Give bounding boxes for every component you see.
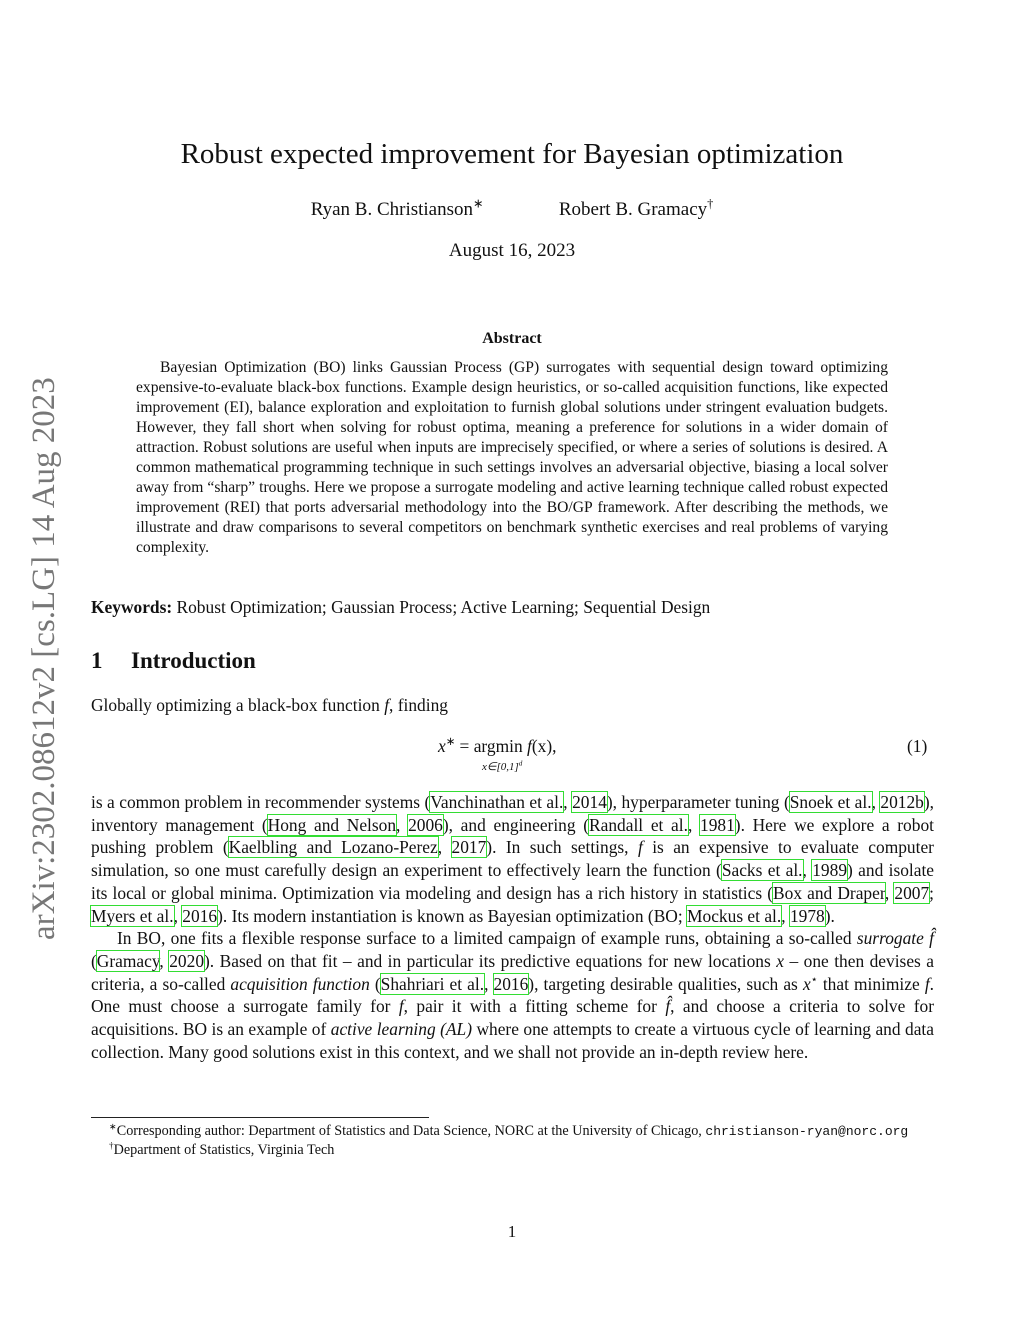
paper-title: Robust expected improvement for Bayesian optimization [180,138,844,170]
citation-link[interactable]: Gramacy [96,950,160,971]
citation-year-link[interactable]: 2012b [880,792,924,812]
citation-link[interactable]: Kaelbling and Lozano-Perez [228,837,438,858]
email-link[interactable]: christianson-ryan@norc.org [705,1124,909,1139]
citation-link[interactable]: Shahriari et al. [380,973,485,994]
footnote-rule [91,1117,429,1118]
section-title: Introduction [131,648,256,673]
citation-year-link[interactable]: 1989 [812,860,848,881]
citation-link[interactable]: Myers et al. [91,905,174,926]
paragraph: is a common problem in recommender systems (Vanchinathan et al., 2014), hyperparameter tuning (Snoek et al., 2012b), inventory management (Hong and Nelson, 2006), and engineering (Randall et al., 1981). Here we explore a robot pushing problem (Kaelbling and Lozano-Perez, 2017). In such settings, f is an expensive to evaluate computer simulation, so one must carefully design an experiment to effectively learn the function (Sacks et al., 1989) and isolate its local or global minima. Optimization via modeling and design has a rich history in statistics (Box and Draper, 2007; Myers et al., 2016). Its modern instantiation is known as Bayesian optimization (BO; Mockus et al., 1978). [91,792,935,926]
author-name: Robert B. Gramacy [558,199,708,220]
citation-year-link[interactable]: 2016 [182,905,218,926]
page-number: 1 [507,1222,517,1241]
author-name: Ryan B. Christianson [310,199,474,220]
citation-link[interactable]: Vanchinathan et al. [430,792,564,812]
author-footnote-mark: † [707,196,714,211]
abstract-text: Bayesian Optimization (BO) links Gaussian Process (GP) surrogates with sequential design toward optimizing expensive-to-evaluate black-box functions. Example design heuristics, or so-called acquisition functions, like expected improvement (EI), balance exploration and exploitation to furnish global solutions under stringent evaluation budgets. However, they fall short when solving for robust optima, meaning a preference for solutions in a wider domain of attraction. Robust solutions are useful when inputs are imprecisely specified, or where a series of solutions is desired. A common mathematical programming technique in such settings involves an adversarial objective, biasing a local solver away from “sharp” troughs. Here we propose a surrogate modeling and active learning technique called robust expected improvement (REI) that ports adversarial methodology into the BO/GP framework. After describing the methods, we illustrate and draw comparisons to several competitors on benchmark synthetic exercises and real problems of varying complexity. [136,359,888,556]
paragraph: In BO, one fits a flexible response surface to a limited campaign of example runs, obtaining a so-called surrogate f̂ (Gramacy, 2020). Based on that fit – and in particular its predictive equations for new locations x – one then devises a criteria, a so-called acquisition function (Shahriari et al., 2016), targeting desirable qualities, such as x⋆ that minimize f. One must choose a surrogate family for f, pair it with a fitting scheme for f̂, and choose a criteria to solve for acquisitions. BO is an example of active learning (AL) where one attempts to create a virtuous cycle of learning and data collection. Many good solutions exist in this context, and we shall not provide an in-depth review here. [91,928,935,1062]
citation-year-link[interactable]: 2017 [451,837,487,858]
keywords [91,597,933,618]
citation-year-link[interactable]: 2006 [408,814,443,835]
citation-year-link[interactable]: 2020 [169,950,205,971]
author-list [0,196,1024,221]
arxiv-sidebar-stamp [8,350,72,950]
introduction-body [91,791,934,1063]
equation-label: (1) [907,736,928,756]
intro-lead-sentence: Globally optimizing a black-box function f, finding [91,695,448,715]
paper-date: August 16, 2023 [448,240,576,261]
footnotes [91,1122,934,1159]
citation-link[interactable]: Snoek et al. [789,792,872,812]
citation-link[interactable]: Box and Draper [773,882,885,903]
keywords-label: Keywords: [91,597,173,617]
author-footnote-mark: ∗ [473,196,484,211]
citation-year-link[interactable]: 2014 [572,792,607,812]
citation-link[interactable]: Hong and Nelson [267,814,397,835]
citation-year-link[interactable]: 2016 [493,973,529,994]
section-number: 1 [91,648,103,673]
equation-subscript: $x\in[0,1]^d$ [482,759,523,773]
footnote: ∗Corresponding author: Department of Statistics and Data Science, NORC at the University of Chicago, christianson-ryan@norc.org [109,1121,909,1139]
arxiv-identifier: arXiv:2302.08612v2 [cs.LG] 14 Aug 2023 [26,377,62,940]
abstract-heading: Abstract [482,330,542,347]
citation-year-link[interactable]: 1978 [789,905,825,926]
section-heading [91,648,256,674]
footnote: †Department of Statistics, Virginia Tech [109,1140,335,1158]
equation-1: x∗ = argmin f(x), [438,736,557,756]
keywords-text: Robust Optimization; Gaussian Process; Active Learning; Sequential Design [176,597,711,617]
citation-link[interactable]: Mockus et al. [687,905,782,926]
citation-year-link[interactable]: 1981 [700,814,735,835]
citation-year-link[interactable]: 2007 [894,882,930,903]
citation-link[interactable]: Sacks et al. [721,860,803,881]
citation-link[interactable]: Randall et al. [589,814,688,835]
